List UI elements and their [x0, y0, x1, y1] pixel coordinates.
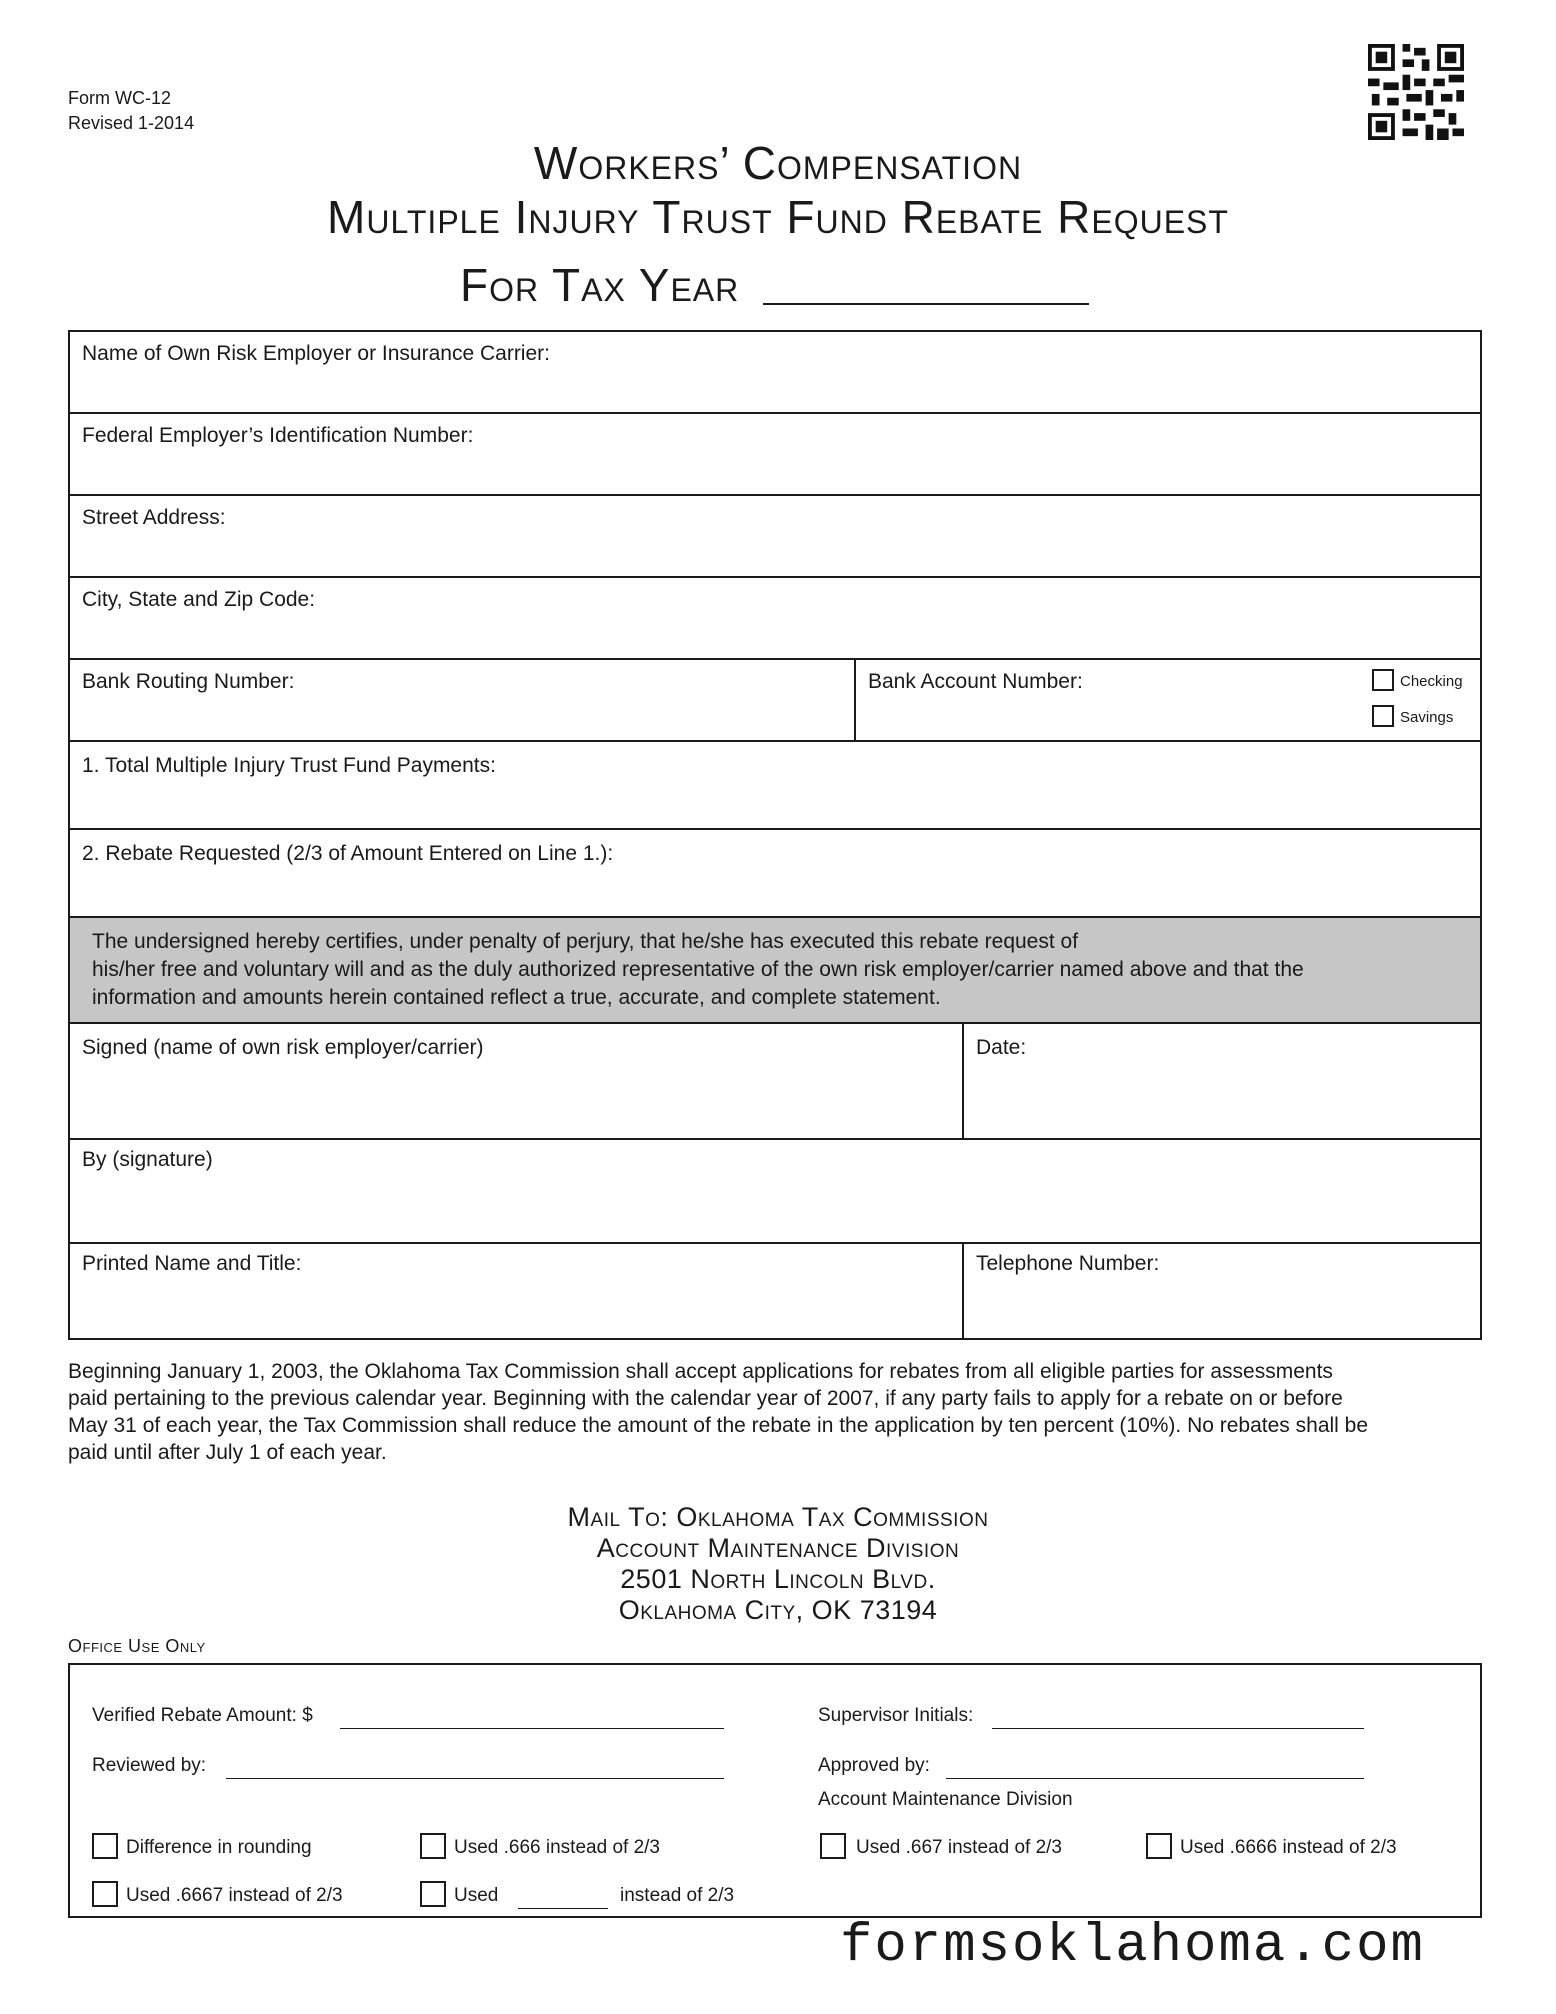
- signed-label: Signed (name of own risk employer/carrier): [82, 1036, 484, 1059]
- savings-checkbox[interactable]: [1372, 705, 1394, 727]
- notice-line: paid until after July 1 of each year.: [68, 1441, 387, 1464]
- bank-account-field[interactable]: [856, 660, 1416, 740]
- revision-date: Revised 1-2014: [68, 113, 195, 133]
- savings-label: Savings: [1400, 709, 1454, 726]
- used-custom-checkbox[interactable]: [420, 1881, 446, 1907]
- used-667-checkbox[interactable]: [820, 1833, 846, 1859]
- form-number-block: [68, 86, 194, 136]
- mail-city-line: Oklahoma City, OK 73194: [618, 1595, 938, 1625]
- certification-line: information and amounts herein contained reflect a true, accurate, and complete statement.: [92, 986, 941, 1009]
- date-field[interactable]: [964, 1024, 1480, 1138]
- used-666-label: Used .666 instead of 2/3: [454, 1837, 660, 1858]
- rebate-notice-paragraph: [68, 1358, 1488, 1466]
- mail-division-line: Account Maintenance Division: [596, 1533, 960, 1563]
- used-6666-checkbox[interactable]: [1146, 1833, 1172, 1859]
- certification-line: his/her free and voluntary will and as the duly authorized representative of the own risk employer/carrier named above and that the: [92, 958, 1304, 981]
- used-6667-checkbox[interactable]: [92, 1881, 118, 1907]
- approved-by-line[interactable]: [946, 1778, 1364, 1779]
- supervisor-initials-label: Supervisor Initials:: [818, 1705, 974, 1726]
- mail-to-line: Mail To: Oklahoma Tax Commission: [567, 1502, 989, 1532]
- signature-label: By (signature): [82, 1148, 213, 1171]
- bank-routing-label: Bank Routing Number:: [82, 670, 295, 693]
- mailing-address: [0, 1502, 1556, 1626]
- checking-checkbox[interactable]: [1372, 669, 1394, 691]
- title-line-2: Multiple Injury Trust Fund Rebate Request: [327, 191, 1229, 243]
- date-label: Date:: [976, 1036, 1027, 1059]
- used-6667-label: Used .6667 instead of 2/3: [126, 1885, 343, 1906]
- supervisor-initials-line[interactable]: [992, 1728, 1364, 1729]
- employer-name-label: Name of Own Risk Employer or Insurance Carrier:: [82, 342, 550, 365]
- signature-field[interactable]: [70, 1140, 1480, 1244]
- website-watermark: formsoklahoma.com: [840, 1916, 1425, 1977]
- certification-statement: [70, 918, 1480, 1024]
- approved-by-label: Approved by:: [818, 1755, 930, 1776]
- fein-field[interactable]: [70, 414, 1480, 496]
- verified-amount-label: Verified Rebate Amount: $: [92, 1705, 313, 1726]
- fein-label: Federal Employer’s Identification Number:: [82, 424, 474, 447]
- street-address-field[interactable]: [70, 496, 1480, 578]
- title-tax-year: For Tax Year: [460, 259, 740, 311]
- form-number: Form WC-12: [68, 88, 171, 108]
- tax-year-input-line[interactable]: [763, 303, 1089, 305]
- used-custom-suffix: instead of 2/3: [620, 1885, 735, 1906]
- signed-field[interactable]: [70, 1024, 962, 1138]
- bank-account-label: Bank Account Number:: [868, 670, 1083, 693]
- notice-line: Beginning January 1, 2003, the Oklahoma Tax Commission shall accept applications for rebates from all eligible parties for assessments: [68, 1360, 1333, 1383]
- verified-amount-line[interactable]: [340, 1728, 724, 1729]
- used-custom-label: Used: [454, 1885, 499, 1906]
- employer-name-field[interactable]: [70, 332, 1480, 414]
- rebate-requested-label: 2. Rebate Requested (2/3 of Amount Entered on Line 1.):: [82, 842, 614, 865]
- rebate-requested-field[interactable]: [70, 830, 1480, 918]
- bank-routing-field[interactable]: [70, 660, 854, 740]
- rounding-label: Difference in rounding: [126, 1837, 312, 1858]
- total-payments-field[interactable]: [70, 742, 1480, 830]
- main-form-box: [68, 330, 1482, 1340]
- used-667-label: Used .667 instead of 2/3: [856, 1837, 1062, 1858]
- street-address-label: Street Address:: [82, 506, 226, 529]
- telephone-label: Telephone Number:: [976, 1252, 1160, 1275]
- reviewed-by-line[interactable]: [226, 1778, 724, 1779]
- telephone-field[interactable]: [964, 1244, 1480, 1338]
- certification-line: The undersigned hereby certifies, under penalty of perjury, that he/she has executed this rebate request of: [92, 930, 1079, 953]
- rounding-checkbox[interactable]: [92, 1833, 118, 1859]
- reviewed-by-label: Reviewed by:: [92, 1755, 207, 1776]
- qr-code-icon: [1368, 44, 1464, 140]
- total-payments-label: 1. Total Multiple Injury Trust Fund Payments:: [82, 754, 496, 777]
- bank-row: [70, 660, 1480, 742]
- office-use-heading: Office Use Only: [68, 1636, 206, 1656]
- checking-label: Checking: [1400, 673, 1463, 690]
- printed-name-row: [70, 1244, 1480, 1338]
- used-custom-value-line[interactable]: [518, 1908, 608, 1909]
- city-state-zip-label: City, State and Zip Code:: [82, 588, 316, 611]
- signed-row: [70, 1024, 1480, 1140]
- used-666-checkbox[interactable]: [420, 1833, 446, 1859]
- printed-name-label: Printed Name and Title:: [82, 1252, 302, 1275]
- division-label: Account Maintenance Division: [818, 1789, 1073, 1810]
- used-6666-label: Used .6666 instead of 2/3: [1180, 1837, 1397, 1858]
- office-use-box: [68, 1663, 1482, 1918]
- title-line-1: Workers’ Compensation: [533, 137, 1023, 189]
- notice-line: paid pertaining to the previous calendar year. Beginning with the calendar year of 2007, if any party fails to apply for a rebate on or before: [68, 1387, 1343, 1410]
- notice-line: May 31 of each year, the Tax Commission shall reduce the amount of the rebate in the application by ten percent (10%). No rebates shall be: [68, 1414, 1369, 1437]
- printed-name-field[interactable]: [70, 1244, 962, 1338]
- city-state-zip-field[interactable]: [70, 578, 1480, 660]
- mail-street-line: 2501 North Lincoln Blvd.: [620, 1564, 936, 1594]
